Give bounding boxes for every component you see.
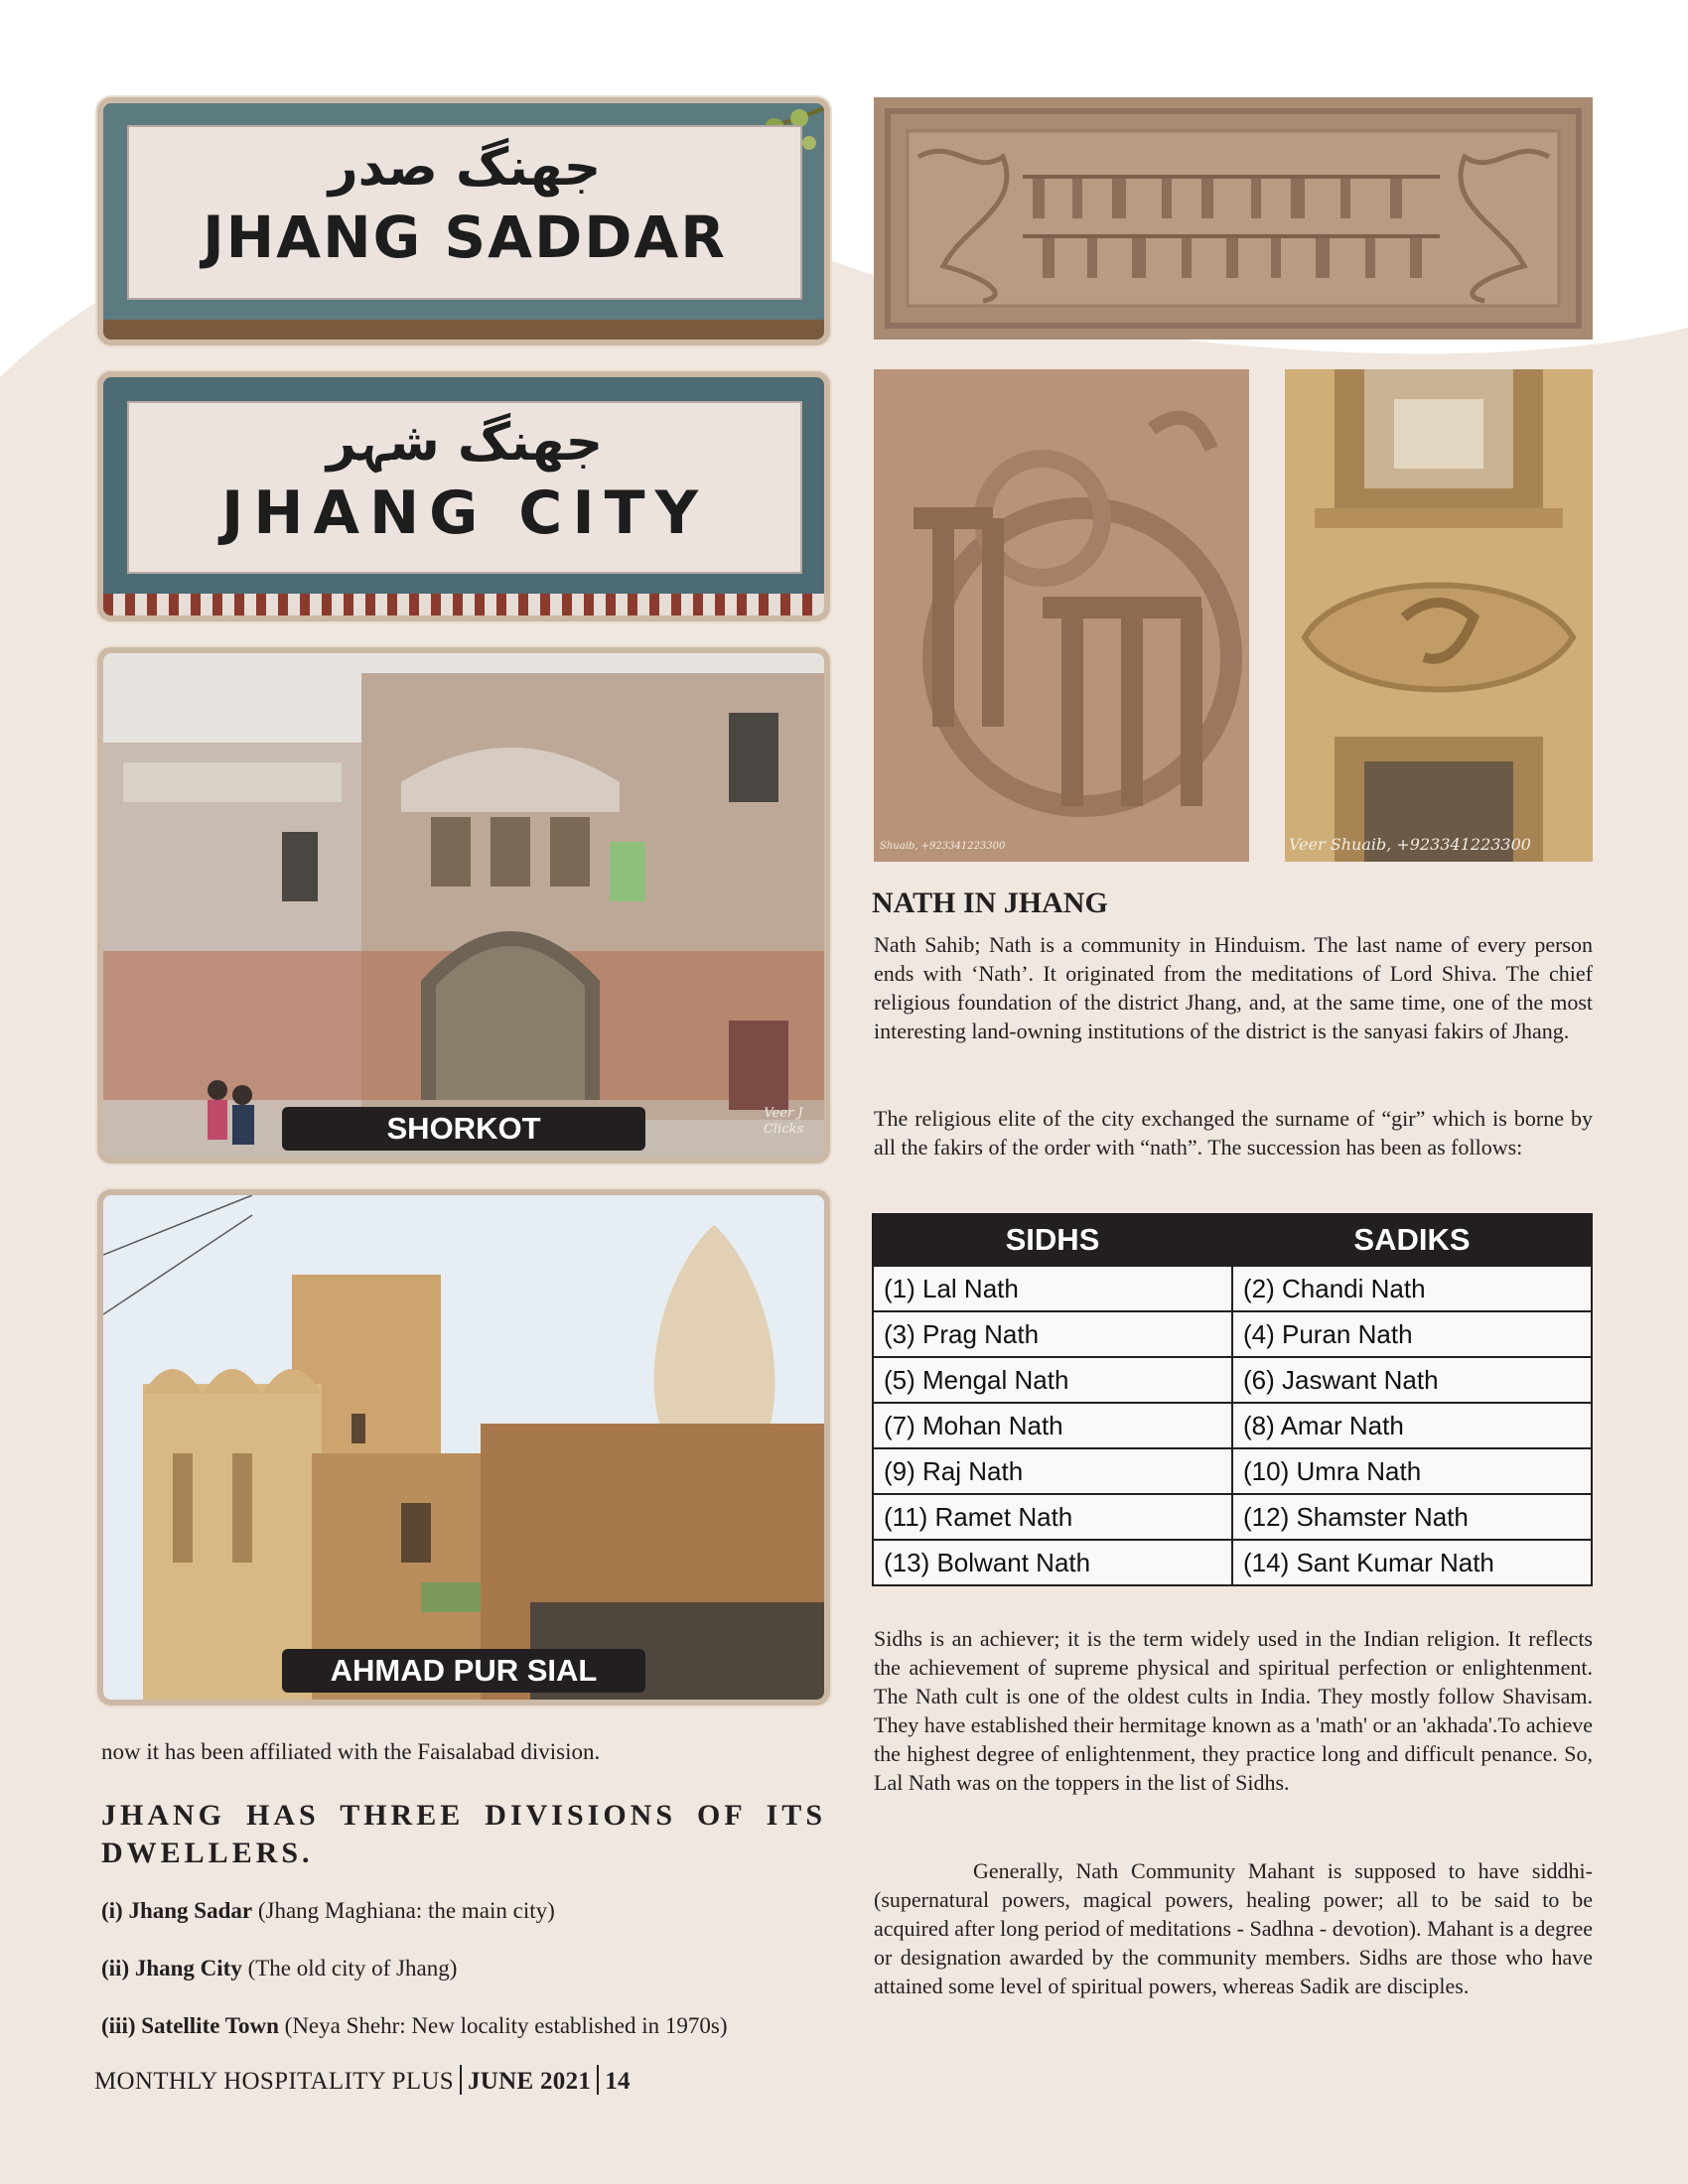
fence-decoration xyxy=(103,594,824,615)
table-cell: (2) Chandi Nath xyxy=(1232,1266,1592,1311)
sign-urdu-text: جھنگ صدر xyxy=(328,138,602,198)
divisions-heading: JHANG HAS THREE DIVISIONS OF ITS DWELLERS. xyxy=(101,1799,826,1869)
table-row xyxy=(873,1266,1592,1311)
page-footer xyxy=(94,2065,631,2096)
photo-credit: Shuaib, +923341223300 xyxy=(880,841,1006,852)
sign-plate xyxy=(127,401,802,574)
table-header-row xyxy=(873,1214,1592,1266)
shorkot-caption: SHORKOT xyxy=(282,1107,645,1151)
temple-illustration xyxy=(103,1195,824,1700)
succession-table xyxy=(872,1213,1593,1586)
nath-paragraph-1: Nath Sahib; Nath is a community in Hinduism. The last name of every person ends with ‘Nath’. It originated from the meditations of Lord Shiva. The chief religious foundation of the district Jhang, and, at the same time, one of the most interesting land-owning institutions of the district is the sanyasi fakirs of Jhang. xyxy=(874,932,1593,1043)
sign-english-text: JHANG SADDAR xyxy=(203,204,727,271)
carving-illustration xyxy=(874,97,1593,340)
ahmad-pur-sial-caption: AHMAD PUR SIAL xyxy=(282,1649,645,1693)
page-number: 14 xyxy=(605,2068,631,2095)
footer-divider xyxy=(597,2065,599,2095)
sign-plate xyxy=(127,125,802,300)
table-row xyxy=(873,1494,1592,1540)
inscription-carving-photo xyxy=(874,97,1593,340)
table-cell: (1) Lal Nath xyxy=(873,1266,1232,1311)
magazine-name: MONTHLY HOSPITALITY PLUS xyxy=(94,2068,454,2095)
division-label: (iii) Satellite Town xyxy=(101,2013,279,2038)
column-header-sidhs: SIDHS xyxy=(873,1214,1232,1266)
division-label: (i) Jhang Sadar xyxy=(101,1898,253,1923)
sign-english-text: JHANG CITY xyxy=(220,478,709,548)
division-detail: (The old city of Jhang) xyxy=(241,1956,458,1980)
issue-date: JUNE 2021 xyxy=(467,2068,592,2095)
table-row xyxy=(873,1540,1592,1585)
table-cell: (11) Ramet Nath xyxy=(873,1494,1232,1540)
ahmad-pur-sial-photo xyxy=(97,1189,830,1706)
division-item xyxy=(101,2013,728,2039)
nath-paragraph-4: Generally, Nath Community Mahant is supposed to have siddhi- (supernatural powers, magical powers, healing power; all to be said to be acquired after long period of meditations - Sadhna - devotion). Mahant is a degree or designation awarded by the community members. Sidhs are those who have attained some level of spiritual powers, whereas Sadik are disciples. xyxy=(874,1858,1593,1998)
shorkot-photo xyxy=(97,647,830,1163)
photo-credit: Veer Shuaib, +923341223300 xyxy=(1289,835,1531,854)
photo-credit: Veer J Clicks xyxy=(763,1106,804,1137)
division-label: (ii) Jhang City xyxy=(101,1956,242,1980)
om-carving-photo-1 xyxy=(874,369,1249,862)
table-row xyxy=(873,1448,1592,1494)
table-cell: (7) Mohan Nath xyxy=(873,1403,1232,1448)
table-cell: (5) Mengal Nath xyxy=(873,1357,1232,1403)
intro-paragraph: now it has been affiliated with the Faisalabad division. xyxy=(101,1739,601,1764)
table-cell: (14) Sant Kumar Nath xyxy=(1232,1540,1592,1585)
division-detail: (Neya Shehr: New locality established in 1970s) xyxy=(278,2013,728,2038)
table-cell: (6) Jaswant Nath xyxy=(1232,1357,1592,1403)
table-cell: (3) Prag Nath xyxy=(873,1311,1232,1357)
table-cell: (4) Puran Nath xyxy=(1232,1311,1592,1357)
footer-divider xyxy=(460,2065,462,2095)
table-cell: (10) Umra Nath xyxy=(1232,1448,1592,1494)
nath-paragraph-3: Sidhs is an achiever; it is the term widely used in the Indian religion. It reflects the achievement of supreme physical and spiritual perfection or enlightenment. The Nath cult is one of the oldest cults in India. They mostly follow Shavisam. They have established their hermitage known as a 'math' or an 'akhada'.To achieve the highest degree of enlightenment, they practice long and difficult penance. So, Lal Nath was on the toppers in the list of Sidhs. xyxy=(874,1626,1593,1795)
table-row xyxy=(873,1403,1592,1448)
sign-urdu-text: جھنگ شہر xyxy=(326,413,604,473)
building-illustration xyxy=(103,653,824,1158)
table-cell: (13) Bolwant Nath xyxy=(873,1540,1232,1585)
jhang-saddar-sign-photo xyxy=(97,97,830,345)
division-item xyxy=(101,1956,457,1981)
table-cell: (8) Amar Nath xyxy=(1232,1403,1592,1448)
table-cell: (12) Shamster Nath xyxy=(1232,1494,1592,1540)
nath-heading: NATH IN JHANG xyxy=(872,887,1108,919)
table-row xyxy=(873,1357,1592,1403)
om-carving-photo-2 xyxy=(1285,369,1593,862)
window-illustration xyxy=(1285,369,1593,862)
jhang-city-sign-photo xyxy=(97,371,830,621)
column-header-sadiks: SADIKS xyxy=(1232,1214,1592,1266)
nath-paragraph-2: The religious elite of the city exchanged the surname of “gir” which is borne by all the fakirs of the order with “nath”. The succession has been as follows: xyxy=(874,1106,1593,1160)
division-item xyxy=(101,1898,555,1924)
table-row xyxy=(873,1311,1592,1357)
division-detail: (Jhang Maghiana: the main city) xyxy=(252,1898,555,1923)
om-carving-illustration xyxy=(874,369,1249,862)
table-cell: (9) Raj Nath xyxy=(873,1448,1232,1494)
